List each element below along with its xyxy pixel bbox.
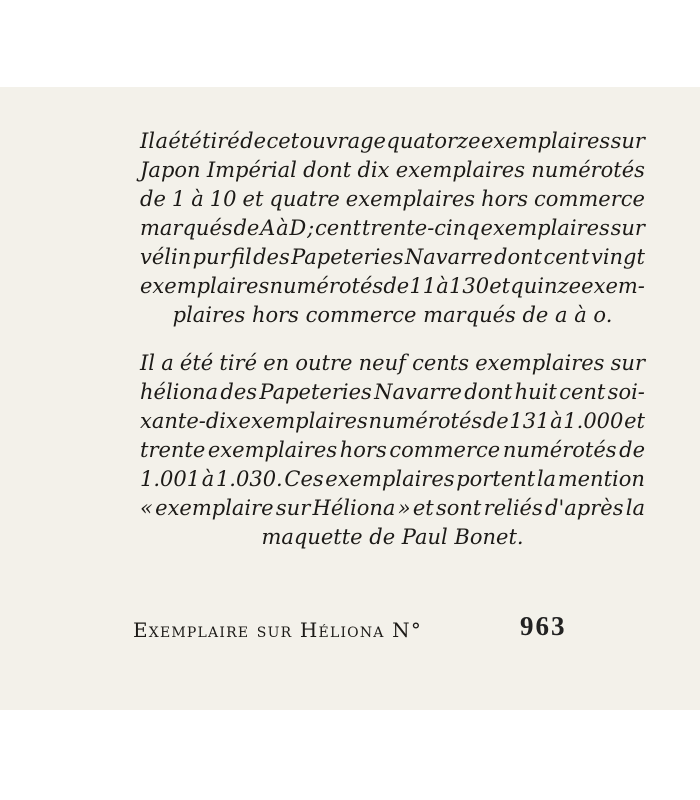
text-line: trente exemplaires hors commerce numérotés de bbox=[140, 438, 645, 462]
text-line: plaires hors commerce marqués de a à o. bbox=[172, 303, 613, 327]
text-line: exemplaires numérotés de 11 à 130 et quinze exem- bbox=[140, 274, 645, 298]
text-line: Il a été tiré en outre neuf cents exemplaires sur bbox=[140, 351, 645, 375]
colophon-paragraph-2 bbox=[140, 349, 645, 552]
copy-number-label: Exemplaire sur Héliona N° bbox=[133, 618, 423, 642]
text-line: de 1 à 10 et quatre exemplaires hors commerce bbox=[140, 187, 645, 211]
text-line: « exemplaire sur Héliona » et sont reliés d'après la bbox=[140, 496, 645, 520]
text-line: marqués de A à D ; cent trente-cinq exemplaires sur bbox=[140, 216, 645, 240]
text-line: maquette de Paul Bonet. bbox=[261, 525, 524, 549]
copy-number-value: 963 bbox=[520, 611, 567, 641]
text-line: xante-dix exemplaires numérotés de 131 à 1.000 et bbox=[140, 409, 645, 433]
text-line: héliona des Papeteries Navarre dont huit cent soi- bbox=[140, 380, 645, 404]
colophon-text bbox=[140, 127, 645, 552]
text-line: Il a été tiré de cet ouvrage quatorze exemplaires sur bbox=[140, 129, 645, 153]
text-line: Japon Impérial dont dix exemplaires numérotés bbox=[140, 158, 645, 182]
colophon-paragraph-1 bbox=[140, 127, 645, 330]
text-line: 1.001 à 1.030. Ces exemplaires portent la mention bbox=[140, 467, 645, 491]
book-page bbox=[0, 87, 700, 710]
text-line: vélin pur fil des Papeteries Navarre dont cent vingt bbox=[140, 245, 645, 269]
